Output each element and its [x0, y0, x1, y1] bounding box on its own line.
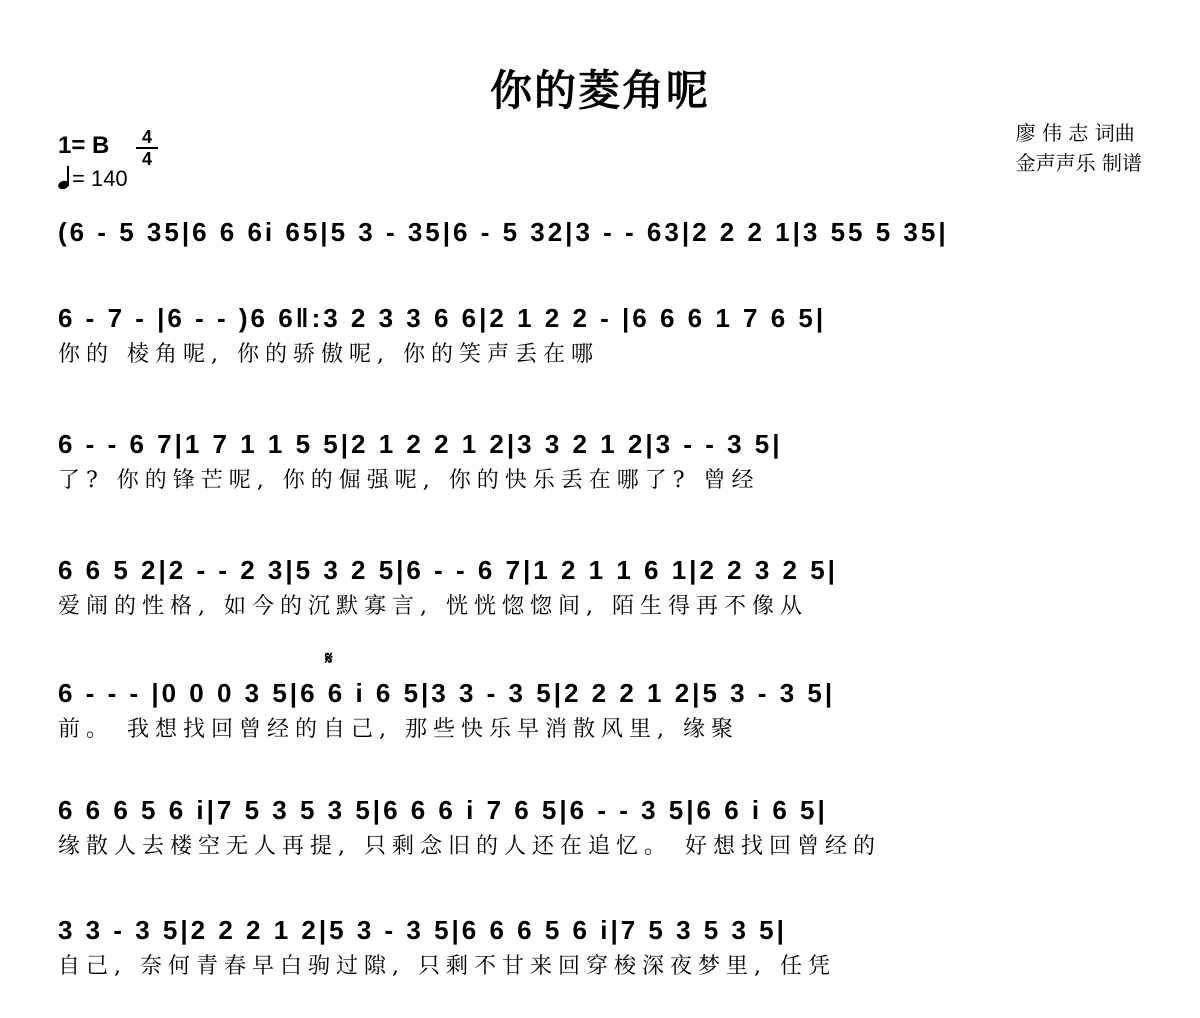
lyric-line: 爱闹的性格, 如今的沉默寡言, 恍恍惚惚间, 陌生得再不像从	[58, 594, 808, 619]
quarter-note-icon	[58, 167, 72, 189]
song-title: 你的菱角呢	[489, 66, 710, 115]
notation-line: 6 - 7 - |6 - - )6 6‖:3 2 3 3 6 6|2 1 2 2 - |6 6 6 1 7 6 5|	[58, 303, 827, 333]
notation-line: 3 3 - 3 5|2 2 2 1 2|5 3 - 3 5|6 6 6 5 6 i|7 5 3 5 3 5|	[58, 915, 787, 945]
tempo-value: = 140	[72, 166, 128, 191]
tempo-marking	[58, 166, 128, 192]
lyric-line: 了? 你的锋芒呢, 你的倔强呢, 你的快乐丢在哪了? 曾经	[58, 468, 760, 493]
notation-line: 6 - - - |0 0 0 3 5|6 6 i 6 5|3 3 - 3 5|2 2 2 1 2|5 3 - 3 5|	[58, 678, 836, 708]
transcriber-credit: 金声声乐 制谱	[1015, 151, 1142, 175]
key-signature: 1= B	[58, 132, 110, 159]
lyric-line: 自己, 奈何青春早白驹过隙, 只剩不甘来回穿梭深夜梦里, 任凭	[58, 954, 836, 979]
lyric-line: 你的 棱角呢, 你的骄傲呢, 你的笑声丢在哪	[58, 342, 599, 367]
segno-mark: 𝄋	[325, 648, 333, 669]
credits-block	[1016, 118, 1142, 178]
time-signature	[136, 128, 158, 168]
lyricist-composer-credit: 廖 伟 志 词曲	[1015, 121, 1135, 145]
notation-line: 6 6 6 5 6 i|7 5 3 5 3 5|6 6 6 i 7 6 5|6 - - 3 5|6 6 i 6 5|	[58, 795, 828, 825]
lyric-line: 前。 我想找回曾经的自己, 那些快乐早消散风里, 缘聚	[58, 717, 739, 742]
notation-line: (6 - 5 35|6 6 6i 65|5 3 - 35|6 - 5 32|3 - - 63|2 2 2 1|3 55 5 35|	[58, 217, 949, 247]
notation-line: 6 - - 6 7|1 7 1 1 5 5|2 1 2 2 1 2|3 3 2 1 2|3 - - 3 5|	[58, 429, 783, 459]
lyric-line	[58, 252, 1148, 286]
time-signature-top: 4	[141, 127, 152, 147]
time-signature-bottom: 4	[141, 149, 152, 169]
lyric-line: 缘散人去楼空无人再提, 只剩念旧的人还在追忆。 好想找回曾经的	[58, 834, 881, 859]
notation-line: 6 6 5 2|2 - - 2 3|5 3 2 5|6 - - 6 7|1 2 1 1 6 1|2 2 3 2 5|	[58, 555, 838, 585]
